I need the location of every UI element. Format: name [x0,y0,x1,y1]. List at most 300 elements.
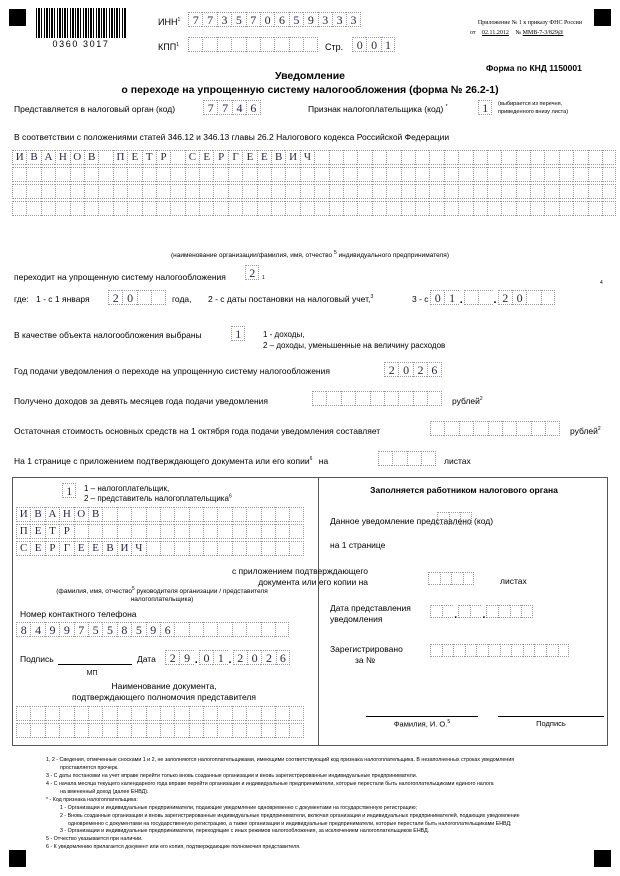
name-row[interactable] [12,150,616,165]
residual-value-input[interactable] [430,421,560,436]
taxpayer-sign-input[interactable] [478,100,492,115]
form-cell[interactable]: 5 [88,622,102,637]
form-cell[interactable] [41,184,55,199]
form-cell[interactable]: Е [88,541,102,556]
form-cell[interactable] [329,184,343,199]
form-cell[interactable] [470,605,482,618]
form-cell[interactable] [444,201,458,216]
form-cell[interactable] [386,167,400,182]
form-cell[interactable] [217,706,231,721]
form-cell[interactable] [458,605,470,618]
form-cell[interactable] [421,451,435,466]
form-cell[interactable]: 3 [332,12,346,27]
form-cell[interactable] [189,541,203,556]
form-cell[interactable] [257,184,271,199]
object-option-input[interactable] [231,326,245,341]
form-cell[interactable] [84,201,98,216]
signer-date-input[interactable] [165,650,290,665]
form-cell[interactable] [59,723,73,738]
form-cell[interactable] [261,706,275,721]
form-cell[interactable] [246,524,260,539]
form-cell[interactable]: И [117,541,131,556]
form-cell[interactable] [160,706,174,721]
form-cell[interactable] [521,605,533,618]
form-cell[interactable] [427,391,441,406]
form-cell[interactable] [329,150,343,165]
form-cell[interactable] [261,723,275,738]
form-cell[interactable]: 3 [318,12,332,27]
form-cell[interactable] [217,524,231,539]
form-cell[interactable]: 6 [160,622,174,637]
signer-name-input[interactable] [16,507,304,558]
form-cell[interactable] [271,184,285,199]
form-cell[interactable] [170,184,184,199]
form-cell[interactable] [430,605,442,618]
form-cell[interactable]: 4 [30,622,44,637]
form-cell[interactable] [559,167,573,182]
form-cell[interactable]: И [12,150,26,165]
form-cell[interactable]: 4 [232,100,246,115]
form-cell[interactable] [261,622,275,637]
form-cell[interactable] [523,644,535,657]
form-cell[interactable]: 9 [45,622,59,637]
form-cell[interactable] [12,184,26,199]
form-cell[interactable] [285,184,299,199]
form-cell[interactable] [516,150,530,165]
form-cell[interactable] [174,622,188,637]
form-cell[interactable] [602,150,616,165]
form-cell[interactable] [232,622,246,637]
form-cell[interactable] [478,290,492,305]
form-cell[interactable] [488,644,500,657]
form-cell[interactable] [314,150,328,165]
form-cell[interactable] [246,706,260,721]
form-cell[interactable] [357,184,371,199]
form-cell[interactable]: 1 [62,483,76,498]
form-cell[interactable] [386,201,400,216]
form-cell[interactable] [355,391,369,406]
form-cell[interactable]: С [16,541,30,556]
form-cell[interactable] [498,605,510,618]
form-cell[interactable] [131,723,145,738]
form-cell[interactable] [26,167,40,182]
name-row[interactable] [16,507,304,522]
form-cell[interactable] [232,723,246,738]
form-cell[interactable]: Т [142,150,156,165]
form-cell[interactable] [516,184,530,199]
form-cell[interactable] [559,150,573,165]
form-cell[interactable] [401,167,415,182]
form-cell[interactable] [217,37,231,52]
form-cell[interactable] [189,524,203,539]
form-cell[interactable] [232,541,246,556]
form-cell[interactable] [160,723,174,738]
form-cell[interactable] [487,167,501,182]
form-cell[interactable] [449,512,461,525]
form-cell[interactable] [160,507,174,522]
form-cell[interactable] [228,167,242,182]
form-cell[interactable]: П [16,524,30,539]
form-cell[interactable] [453,644,465,657]
form-cell[interactable] [401,184,415,199]
form-cell[interactable] [98,167,112,182]
name-row[interactable] [12,184,616,199]
form-cell[interactable] [170,167,184,182]
organization-name-input[interactable] [12,150,616,218]
form-cell[interactable]: 3 [346,12,360,27]
form-cell[interactable] [274,37,288,52]
form-cell[interactable] [429,201,443,216]
form-cell[interactable]: 8 [16,622,30,637]
form-cell[interactable] [203,706,217,721]
form-cell[interactable] [458,150,472,165]
form-cell[interactable]: 2 [261,650,275,665]
form-cell[interactable]: 6 [276,650,290,665]
form-cell[interactable] [232,524,246,539]
form-cell[interactable] [473,421,487,436]
form-cell[interactable]: 5 [131,622,145,637]
form-cell[interactable]: 3 [217,12,231,27]
form-cell[interactable] [55,184,69,199]
form-cell[interactable] [156,184,170,199]
form-cell[interactable]: В [271,150,285,165]
form-cell[interactable]: 0 [398,362,412,377]
form-cell[interactable] [185,201,199,216]
form-cell[interactable] [401,150,415,165]
form-cell[interactable] [199,201,213,216]
form-cell[interactable]: 6 [427,362,441,377]
form-cell[interactable] [232,706,246,721]
form-cell[interactable]: 0 [247,650,261,665]
form-cell[interactable] [30,706,44,721]
transition-date-input[interactable] [430,290,555,305]
form-cell[interactable] [357,167,371,182]
form-cell[interactable] [160,541,174,556]
form-cell[interactable] [41,167,55,182]
form-cell[interactable] [429,167,443,182]
form-cell[interactable] [289,723,303,738]
form-cell[interactable] [326,391,340,406]
form-cell[interactable] [102,706,116,721]
form-cell[interactable] [88,706,102,721]
form-cell[interactable]: Е [257,150,271,165]
form-cell[interactable] [473,184,487,199]
form-cell[interactable] [429,184,443,199]
form-cell[interactable] [203,507,217,522]
form-cell[interactable] [372,184,386,199]
form-cell[interactable] [289,541,303,556]
form-cell[interactable] [588,150,602,165]
form-cell[interactable] [544,167,558,182]
form-cell[interactable] [473,150,487,165]
form-cell[interactable] [203,622,217,637]
form-cell[interactable] [573,150,587,165]
form-cell[interactable] [246,723,260,738]
form-cell[interactable] [343,150,357,165]
form-cell[interactable] [289,507,303,522]
form-cell[interactable] [300,167,314,182]
form-cell[interactable] [300,184,314,199]
form-cell[interactable]: Е [30,524,44,539]
form-cell[interactable] [530,184,544,199]
form-cell[interactable] [558,644,570,657]
form-cell[interactable] [26,184,40,199]
form-cell[interactable] [203,524,217,539]
form-cell[interactable] [314,184,328,199]
form-cell[interactable] [275,507,289,522]
form-cell[interactable]: И [16,507,30,522]
form-cell[interactable] [102,524,116,539]
form-cell[interactable]: П [113,150,127,165]
form-cell[interactable]: 2 [233,650,247,665]
form-cell[interactable] [415,184,429,199]
form-cell[interactable] [137,290,151,305]
income-amount-input[interactable] [312,391,442,406]
form-cell[interactable]: Р [45,541,59,556]
form-cell[interactable] [370,391,384,406]
form-cell[interactable] [398,391,412,406]
form-cell[interactable] [271,167,285,182]
form-cell[interactable] [430,421,444,436]
form-cell[interactable] [501,184,515,199]
form-cell[interactable] [131,507,145,522]
form-cell[interactable] [343,167,357,182]
form-cell[interactable] [516,201,530,216]
form-cell[interactable] [185,184,199,199]
form-cell[interactable]: 2 [108,290,122,305]
form-cell[interactable] [117,507,131,522]
form-cell[interactable] [526,290,540,305]
form-cell[interactable] [189,507,203,522]
form-cell[interactable] [289,37,303,52]
form-cell[interactable]: 9 [59,622,73,637]
form-cell[interactable] [303,37,317,52]
form-cell[interactable] [559,201,573,216]
form-cell[interactable]: Т [45,524,59,539]
form-cell[interactable]: В [88,507,102,522]
form-cell[interactable]: 0 [512,290,526,305]
form-cell[interactable]: 5 [289,12,303,27]
form-cell[interactable]: В [30,507,44,522]
form-cell[interactable] [127,184,141,199]
form-cell[interactable]: 7 [246,12,260,27]
form-cell[interactable] [530,150,544,165]
form-cell[interactable]: В [84,150,98,165]
form-cell[interactable] [531,421,545,436]
phone-input[interactable] [16,622,289,637]
form-cell[interactable] [429,150,443,165]
form-cell[interactable] [285,201,299,216]
form-cell[interactable] [257,201,271,216]
official-registration-number-input[interactable] [430,644,569,657]
official-submitted-code-input[interactable] [437,512,472,525]
form-cell[interactable] [146,524,160,539]
form-cell[interactable] [74,723,88,738]
form-cell[interactable] [546,644,558,657]
form-cell[interactable] [486,605,498,618]
form-cell[interactable] [217,507,231,522]
form-cell[interactable] [476,644,488,657]
form-cell[interactable] [113,201,127,216]
form-cell[interactable]: Г [228,150,242,165]
form-cell[interactable] [45,706,59,721]
form-cell[interactable] [160,524,174,539]
form-cell[interactable] [588,201,602,216]
form-cell[interactable]: А [45,507,59,522]
form-cell[interactable] [131,706,145,721]
form-cell[interactable] [98,184,112,199]
form-cell[interactable]: 7 [188,12,202,27]
form-cell[interactable] [415,167,429,182]
form-cell[interactable] [464,290,478,305]
form-cell[interactable] [378,451,392,466]
form-cell[interactable] [516,167,530,182]
form-cell[interactable] [602,184,616,199]
form-cell[interactable] [203,541,217,556]
form-cell[interactable] [228,184,242,199]
form-cell[interactable]: Р [213,150,227,165]
form-cell[interactable] [131,524,145,539]
form-cell[interactable] [59,706,73,721]
form-cell[interactable] [113,167,127,182]
form-cell[interactable] [511,644,523,657]
form-cell[interactable] [372,201,386,216]
form-cell[interactable]: 2 [245,265,259,280]
form-cell[interactable] [544,150,558,165]
form-cell[interactable] [588,184,602,199]
form-cell[interactable] [174,706,188,721]
form-cell[interactable] [156,167,170,182]
form-cell[interactable] [285,167,299,182]
form-cell[interactable] [444,421,458,436]
form-cell[interactable]: Н [59,507,73,522]
form-cell[interactable] [357,201,371,216]
form-cell[interactable]: 1 [381,37,395,52]
form-cell[interactable] [228,201,242,216]
form-cell[interactable] [602,167,616,182]
form-cell[interactable] [500,644,512,657]
form-cell[interactable] [488,421,502,436]
form-cell[interactable]: С [185,150,199,165]
form-cell[interactable] [12,167,26,182]
form-cell[interactable] [602,201,616,216]
form-cell[interactable]: 9 [146,622,160,637]
form-cell[interactable] [189,723,203,738]
form-cell[interactable] [357,150,371,165]
submission-year-input[interactable] [384,362,442,377]
form-cell[interactable] [534,644,546,657]
form-cell[interactable] [463,572,475,585]
form-cell[interactable]: 7 [74,622,88,637]
form-cell[interactable] [473,201,487,216]
form-cell[interactable] [16,706,30,721]
form-cell[interactable] [98,201,112,216]
form-cell[interactable] [442,605,454,618]
form-cell[interactable]: 8 [117,622,131,637]
form-cell[interactable] [142,167,156,182]
form-cell[interactable] [84,184,98,199]
form-cell[interactable] [117,723,131,738]
form-cell[interactable]: А [41,150,55,165]
form-cell[interactable] [329,201,343,216]
attachment-pages-input[interactable] [378,451,436,466]
form-cell[interactable]: 6 [274,12,288,27]
form-cell[interactable]: 0 [122,290,136,305]
form-cell[interactable]: Е [127,150,141,165]
form-cell[interactable] [26,201,40,216]
form-cell[interactable] [88,524,102,539]
form-cell[interactable] [275,541,289,556]
form-cell[interactable] [451,572,463,585]
form-cell[interactable] [260,37,274,52]
form-cell[interactable] [55,201,69,216]
form-cell[interactable] [142,184,156,199]
form-cell[interactable] [573,167,587,182]
form-cell[interactable] [501,201,515,216]
form-cell[interactable] [386,150,400,165]
form-cell[interactable] [559,184,573,199]
form-cell[interactable] [174,723,188,738]
form-cell[interactable] [146,541,160,556]
form-cell[interactable]: И [285,150,299,165]
form-cell[interactable] [314,167,328,182]
official-attachment-pages-input[interactable] [428,572,474,585]
form-cell[interactable] [41,201,55,216]
form-cell[interactable] [127,167,141,182]
form-cell[interactable] [501,150,515,165]
form-cell[interactable] [246,541,260,556]
form-cell[interactable] [213,201,227,216]
document-name-input[interactable] [16,706,304,740]
form-cell[interactable] [487,201,501,216]
official-date-input[interactable] [430,605,533,621]
form-cell[interactable]: Е [30,541,44,556]
form-cell[interactable]: Г [59,541,73,556]
form-cell[interactable] [246,37,260,52]
form-cell[interactable] [289,524,303,539]
form-cell[interactable] [151,290,165,305]
form-cell[interactable]: 2 [384,362,398,377]
form-cell[interactable] [117,706,131,721]
form-cell[interactable] [314,201,328,216]
form-cell[interactable]: Н [55,150,69,165]
form-cell[interactable] [516,421,530,436]
form-cell[interactable] [440,572,452,585]
form-cell[interactable] [415,201,429,216]
form-cell[interactable]: Р [156,150,170,165]
transition-year-input[interactable] [108,290,166,305]
form-cell[interactable] [257,167,271,182]
form-cell[interactable] [459,421,473,436]
form-cell[interactable]: 0 [366,37,380,52]
form-cell[interactable] [343,201,357,216]
form-cell[interactable] [458,201,472,216]
form-cell[interactable] [156,201,170,216]
form-cell[interactable]: 5 [102,622,116,637]
form-cell[interactable] [501,167,515,182]
signer-code-input[interactable] [62,483,76,498]
form-cell[interactable] [386,184,400,199]
form-cell[interactable]: 2 [413,362,427,377]
form-cell[interactable] [329,167,343,182]
form-cell[interactable] [275,723,289,738]
form-cell[interactable] [84,167,98,182]
form-cell[interactable] [213,167,227,182]
form-cell[interactable] [189,706,203,721]
form-cell[interactable] [146,706,160,721]
form-cell[interactable] [127,201,141,216]
form-cell[interactable] [442,644,454,657]
